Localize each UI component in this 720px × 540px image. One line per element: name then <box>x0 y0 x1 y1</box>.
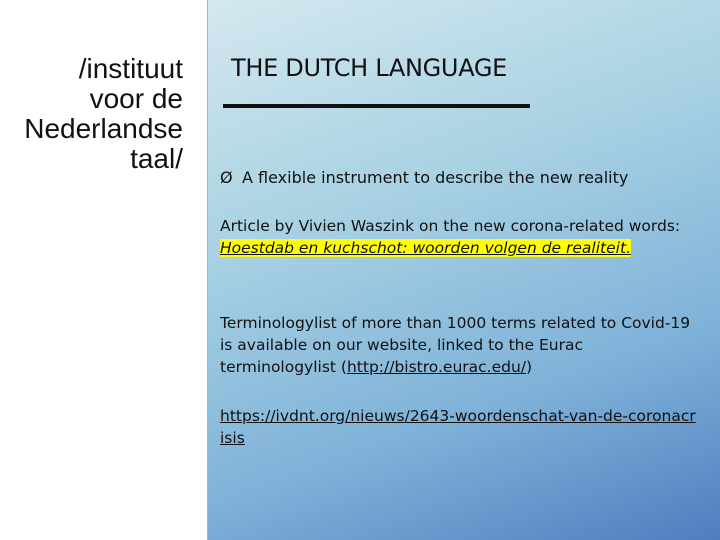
article-paragraph <box>220 215 700 259</box>
ivdnt-link[interactable]: https://ivdnt.org/nieuws/2643-woordenschat-van-de-coronacrisis <box>220 407 696 447</box>
terminology-text-end: ) <box>526 358 533 376</box>
left-panel <box>0 0 207 540</box>
arrow-bullet-icon: Ø <box>220 168 233 187</box>
panel-divider <box>207 0 208 540</box>
bullet-text: A flexible instrument to describe the new reality <box>242 168 629 187</box>
logo-line-1: /instituut <box>78 53 183 84</box>
slide-title: THE DUTCH LANGUAGE <box>231 54 508 82</box>
bullet-item <box>220 168 628 187</box>
terminology-paragraph <box>220 312 700 378</box>
title-underline <box>223 104 530 108</box>
logo-line-2: voor de <box>89 83 183 114</box>
article-link[interactable]: Hoestdab en kuchschot: woorden volgen de realiteit. <box>220 239 631 257</box>
institute-logo <box>24 54 183 174</box>
logo-line-4: taal/ <box>130 143 183 174</box>
eurac-link[interactable]: http://bistro.eurac.edu/ <box>346 358 527 376</box>
logo-line-3: Nederlandse <box>24 113 183 144</box>
terminology-text: Terminologylist of more than 1000 terms related to Covid-19 is available on our website, linked to the Eurac terminologylist ( <box>220 314 691 376</box>
website-paragraph <box>220 405 700 449</box>
article-intro-text: Article by Vivien Waszink on the new corona-related words: <box>220 217 681 235</box>
